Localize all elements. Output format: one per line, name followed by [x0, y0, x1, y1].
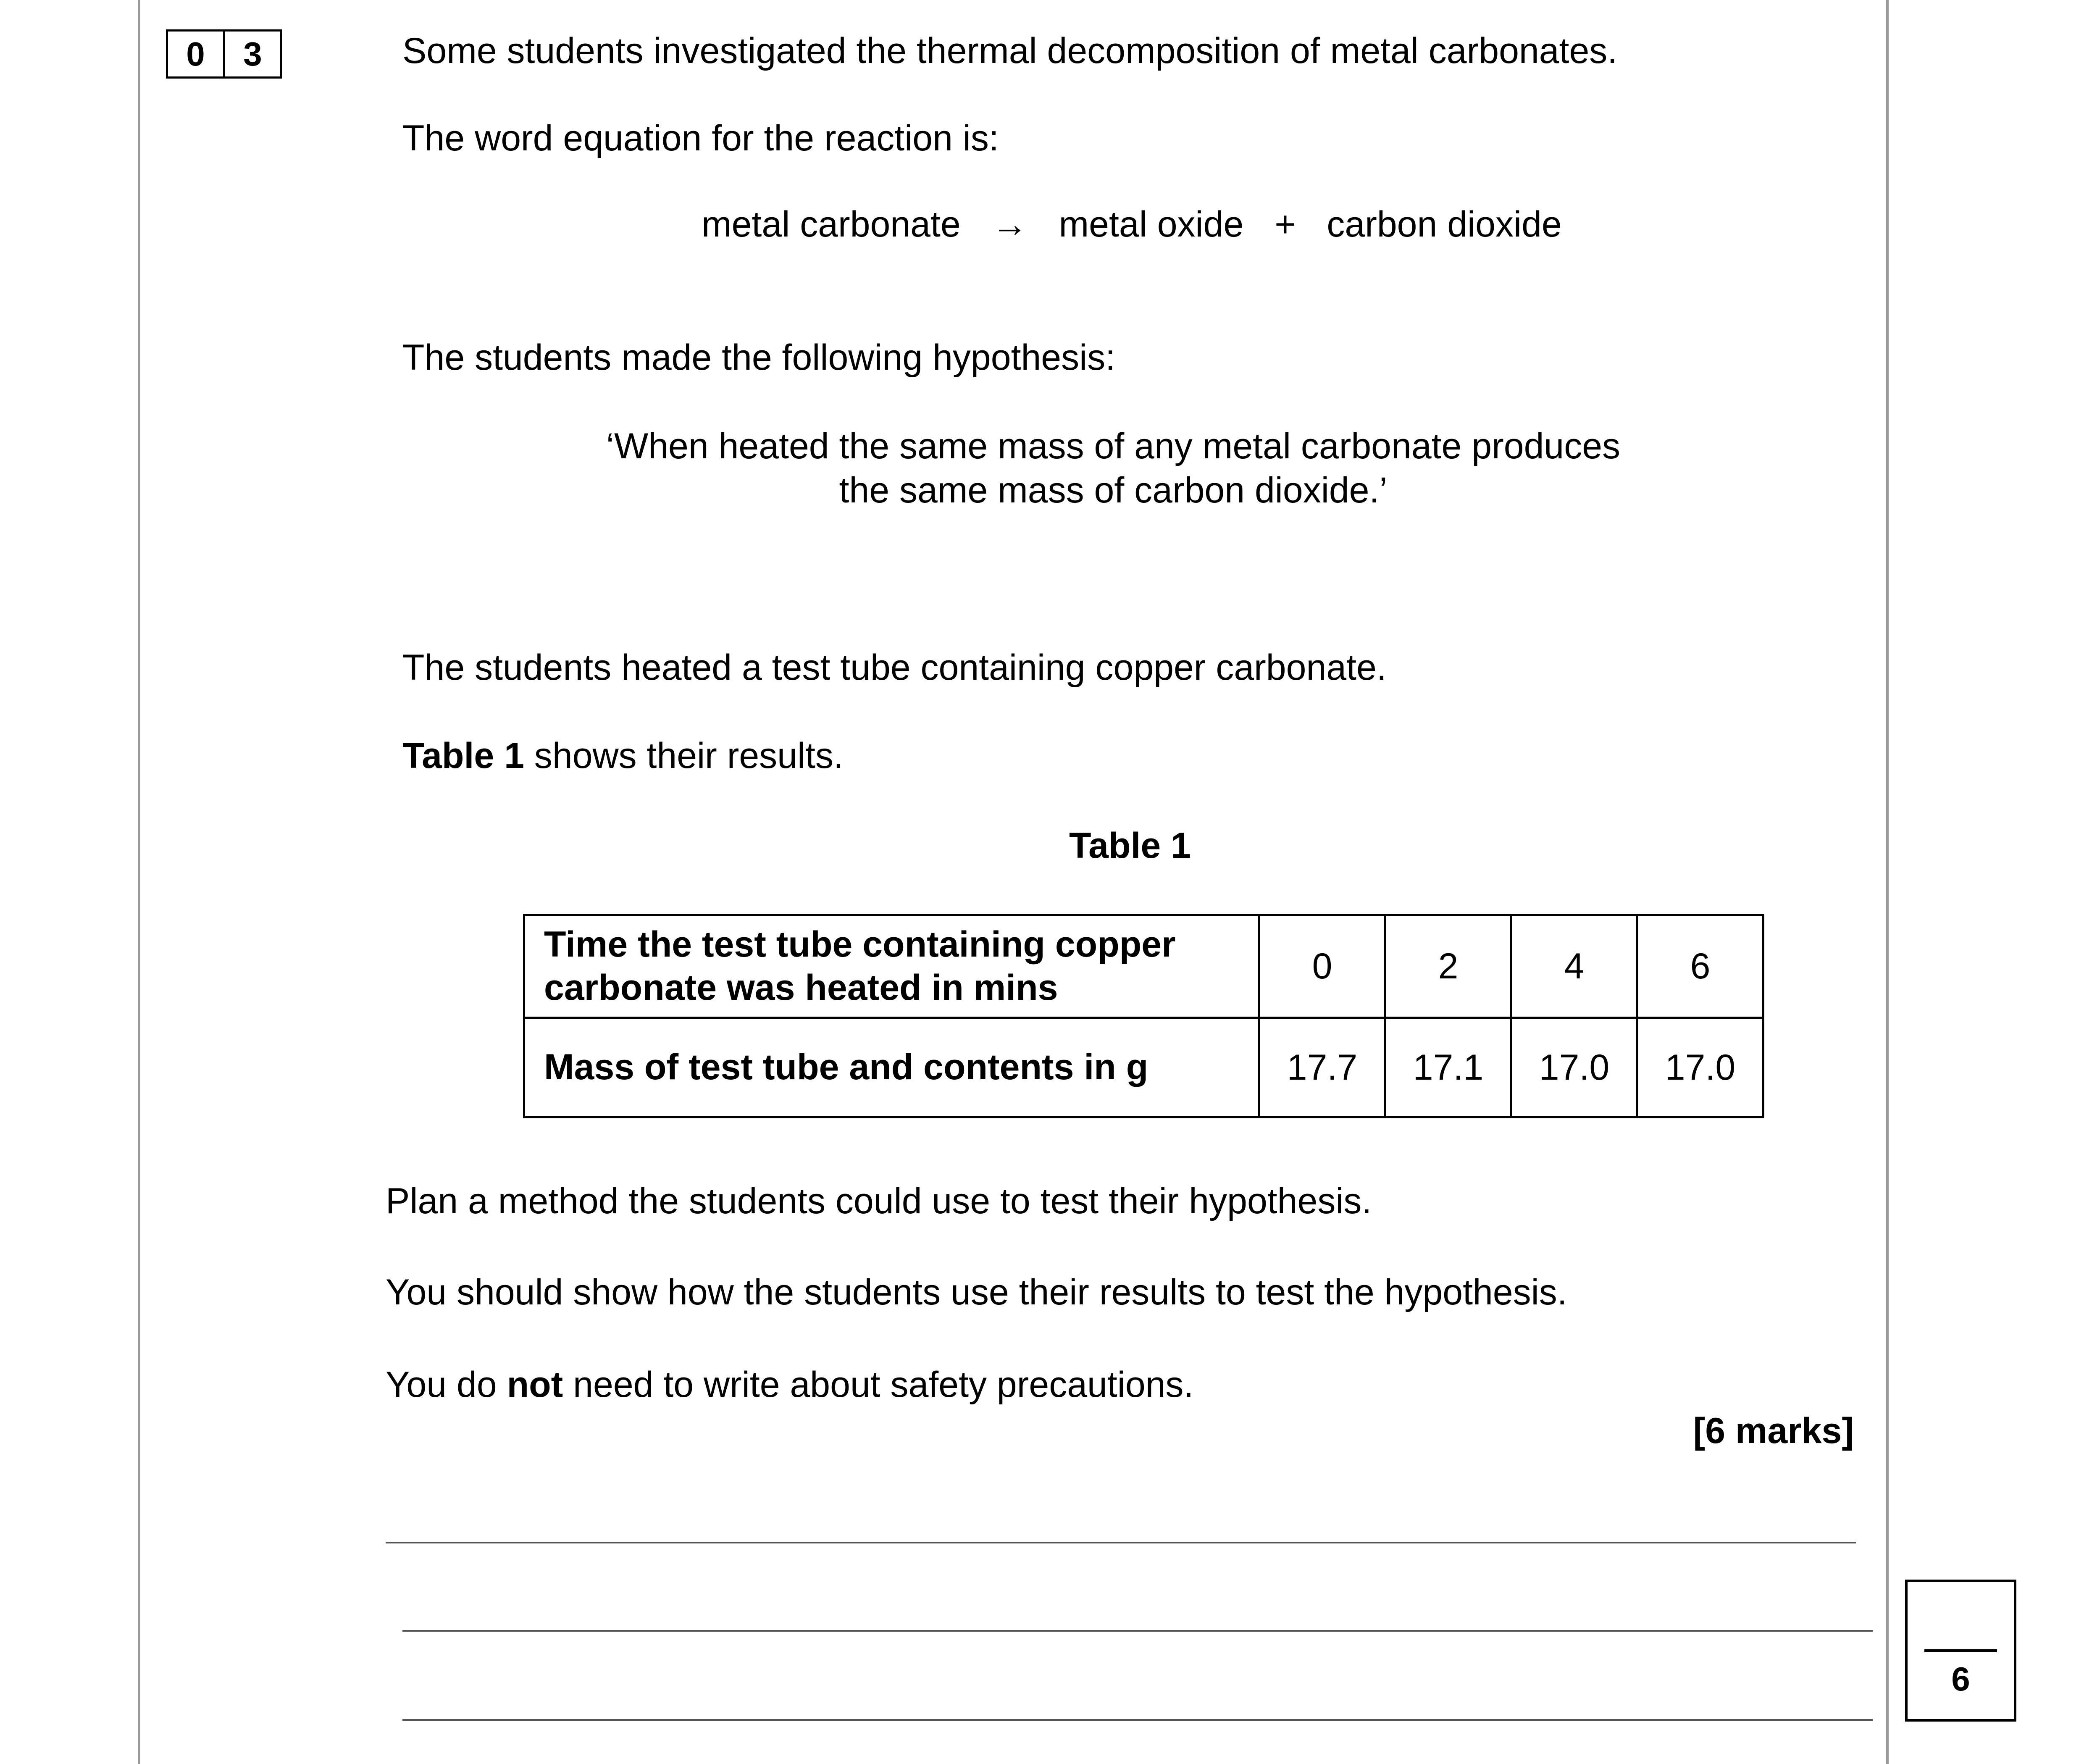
question-number-digit: 0 — [186, 35, 205, 73]
question-number-digit: 3 — [223, 32, 280, 76]
table-reference-rest: shows their results. — [524, 736, 844, 776]
task-safety-pre: You do — [386, 1364, 507, 1405]
table-reference-bold: Table 1 — [402, 736, 524, 776]
task-plan: Plan a method the students could use to test their hypothesis. — [386, 1181, 1372, 1221]
equation-intro: The word equation for the reaction is: — [402, 118, 999, 158]
hypothesis-intro: The students made the following hypothesis: — [402, 337, 1116, 378]
table-cell: 17.0 — [1511, 1018, 1637, 1117]
table-cell: 17.0 — [1637, 1018, 1763, 1117]
table-row — [524, 1018, 1763, 1117]
intro-text: Some students investigated the thermal decomposition of metal carbonates. — [402, 31, 1618, 71]
answer-line[interactable] — [386, 1542, 1856, 1543]
equation-product-oxide: metal oxide — [1059, 204, 1244, 244]
equation-product-co2: carbon dioxide — [1327, 204, 1562, 244]
row-header-line: Time the test tube containing copper — [544, 924, 1176, 965]
equation-arrow: → — [991, 204, 1028, 244]
equation-reactant: metal carbonate — [702, 204, 961, 244]
task-results: You should show how the students use their results to test the hypothesis. — [386, 1272, 1567, 1312]
results-table — [523, 914, 1764, 1118]
mark-box-divider — [1924, 1649, 1997, 1652]
table-cell: 0 — [1259, 915, 1385, 1018]
table-cell: 17.1 — [1385, 1018, 1511, 1117]
hypothesis-line: the same mass of carbon dioxide.’ — [839, 470, 1388, 510]
experiment-text: The students heated a test tube containing copper carbonate. — [402, 647, 1387, 688]
left-margin-line — [138, 0, 140, 1764]
table-cell: 2 — [1385, 915, 1511, 1018]
mark-box-total: 6 — [1951, 1660, 1970, 1698]
table-reference — [402, 734, 844, 778]
word-equation — [702, 204, 1562, 245]
table-cell: 17.7 — [1259, 1018, 1385, 1117]
task-safety-bold: not — [507, 1364, 563, 1405]
row-header-line: carbonate was heated in mins — [544, 967, 1058, 1008]
table-title: Table 1 — [1069, 825, 1191, 866]
table-cell: 6 — [1637, 915, 1763, 1018]
answer-line[interactable] — [402, 1719, 1873, 1721]
task-safety-post: need to write about safety precautions. — [563, 1364, 1194, 1405]
mark-total-box — [1905, 1580, 2016, 1722]
answer-line[interactable] — [402, 1630, 1873, 1632]
task-safety — [386, 1363, 1193, 1406]
table-cell: 4 — [1511, 915, 1637, 1018]
row-header-mass: Mass of test tube and contents in g — [524, 1018, 1259, 1117]
hypothesis-quote — [504, 424, 1722, 513]
question-number-box — [166, 29, 282, 79]
hypothesis-line: ‘When heated the same mass of any metal carbonate produces — [606, 426, 1621, 466]
table-row — [524, 915, 1763, 1018]
row-header-time — [524, 915, 1259, 1018]
right-margin-line — [1886, 0, 1889, 1764]
equation-plus: + — [1275, 204, 1296, 244]
marks-label: [6 marks] — [1693, 1411, 1854, 1451]
